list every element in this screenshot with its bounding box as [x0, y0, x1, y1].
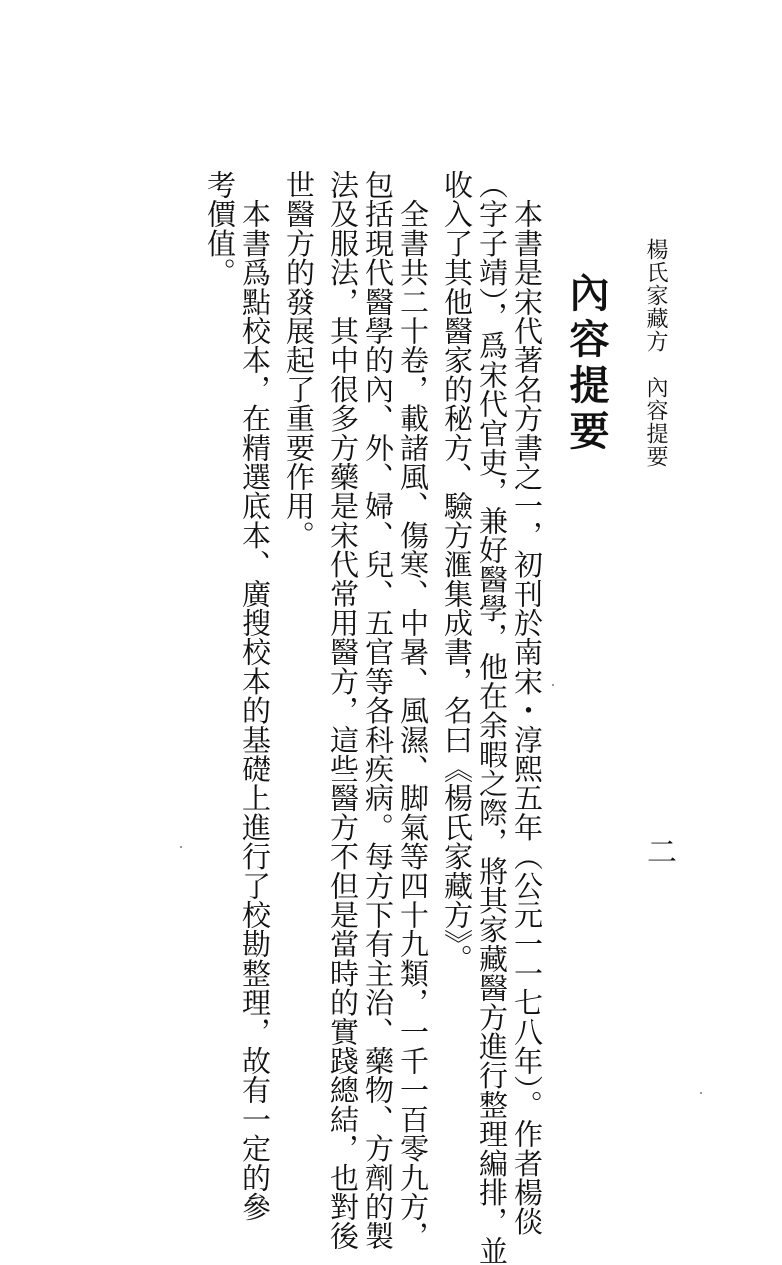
text-line-4: 全書共二十卷，載諸風、傷寒、中暑、風濕、脚氣等四十九類，一千一百零九方，	[396, 170, 430, 1251]
text-line-3: 收入了其他醫家的秘方、驗方滙集成書，名曰《楊氏家藏方》。	[440, 170, 474, 974]
running-header: 楊氏家藏方 內容提要	[643, 238, 668, 468]
text-line-1: 本書是宋代著名方書之一，初刊於南宋・淳熙五年（公元一一七八年）。作者楊倓	[510, 170, 544, 1236]
scan-speck	[700, 1092, 702, 1094]
text-line-9: 考價值。	[203, 170, 237, 287]
text-line-2: （字子靖），爲宋代官吏，兼好醫學，他在余暇之際，將其家藏醫方進行整理編排，並	[475, 170, 509, 1265]
text-line-8: 本書爲點校本，在精選底本、廣搜校本的基礎上進行了校勘整理，故有一定的參	[238, 170, 272, 1222]
page-number: 二	[641, 836, 676, 866]
text-line-5: 包括現代醫學的內、外、婦、兒、五官等各科疾病。每方下有主治、藥物、方劑的製	[361, 170, 395, 1251]
scan-speck	[552, 684, 554, 686]
scan-speck	[180, 846, 182, 848]
text-line-7: 世醫方的發展起了重要作用。	[282, 170, 316, 550]
page-title: 內容提要	[563, 272, 610, 456]
text-line-6: 法及服法，其中很多方藥是宋代常用醫方，這些醫方不但是當時的實踐總結，也對後	[326, 170, 360, 1251]
